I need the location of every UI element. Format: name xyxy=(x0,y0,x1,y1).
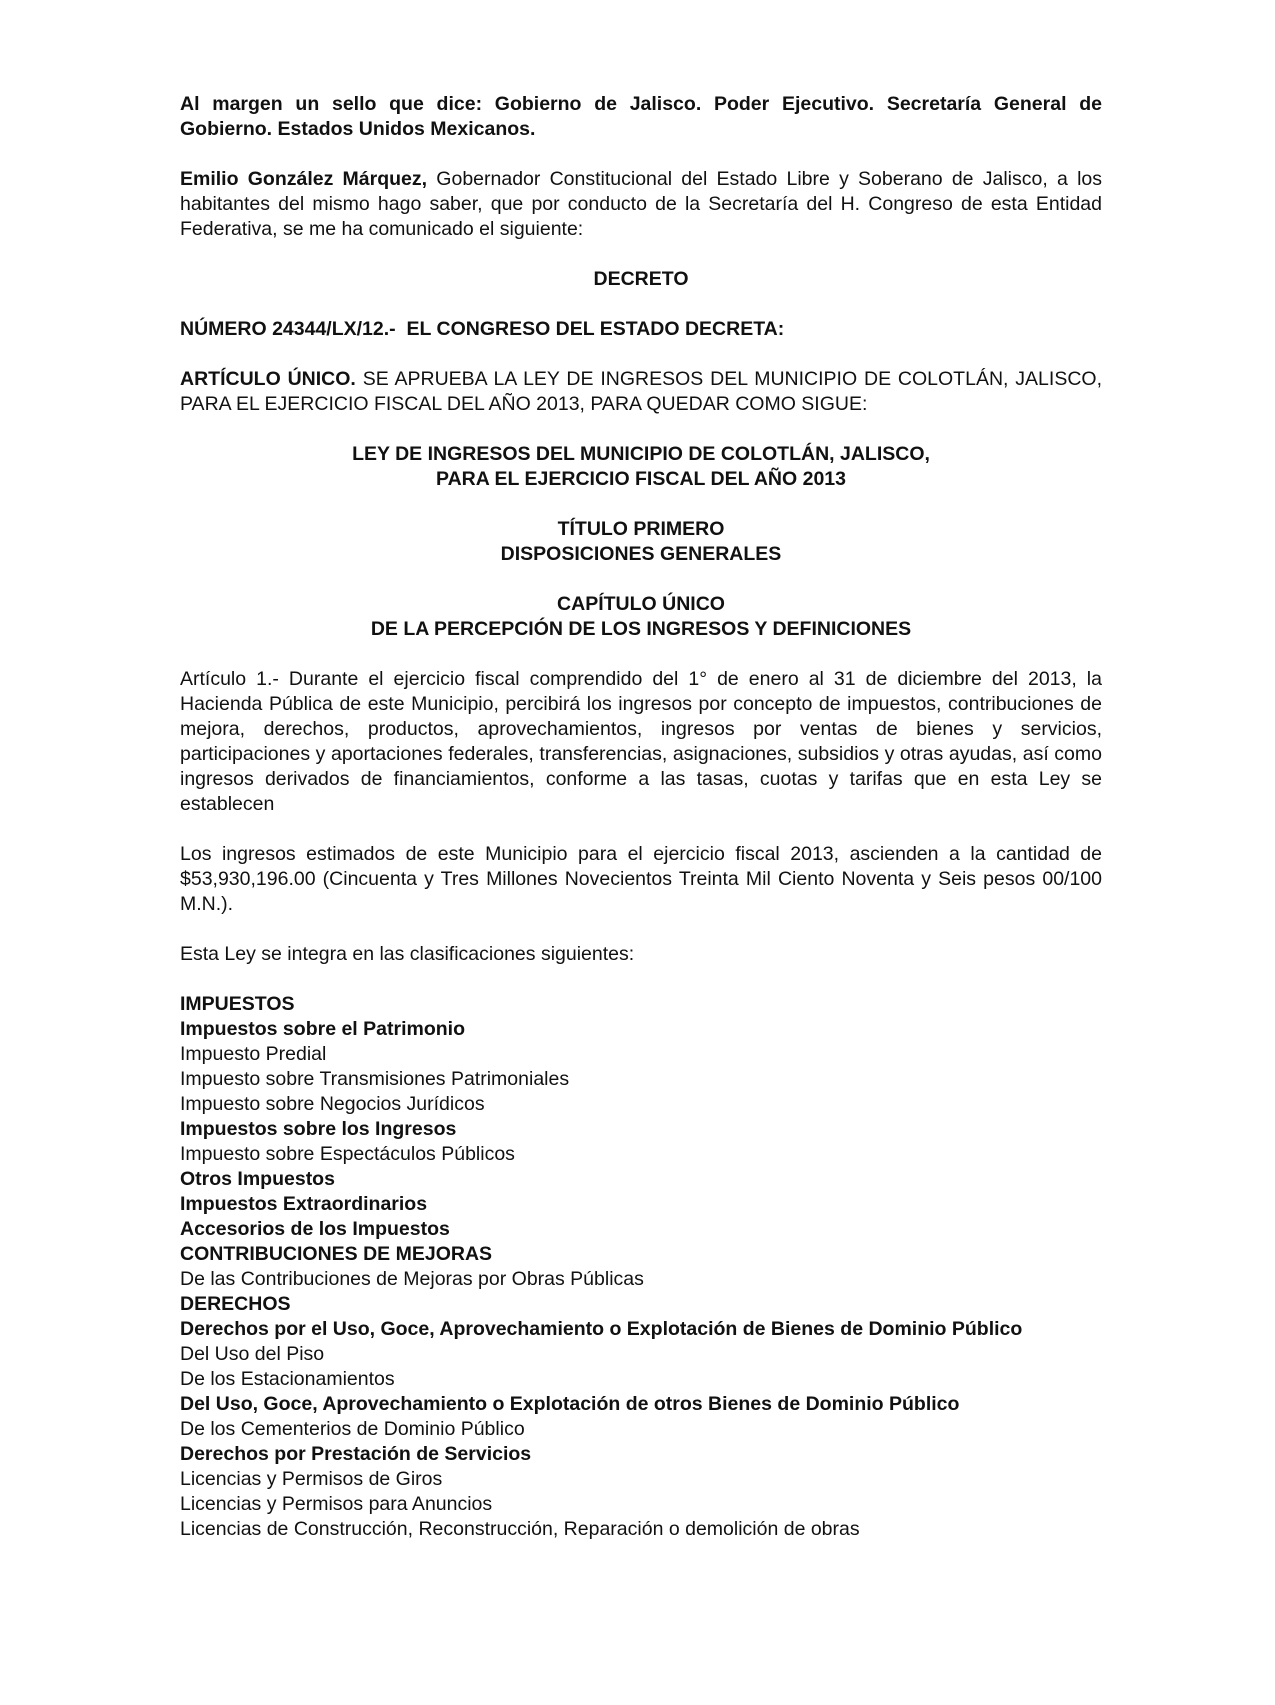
clasificacion-item: Impuestos Extraordinarios xyxy=(180,1193,428,1215)
titulo-line1: TÍTULO PRIMERO xyxy=(557,518,725,540)
clasificacion-item: De los Estacionamientos xyxy=(180,1368,395,1390)
decreto-number: NÚMERO 24344/LX/12.- EL CONGRESO DEL ESTADO DECRETA: xyxy=(180,318,785,340)
law-title-line1: LEY DE INGRESOS DEL MUNICIPIO DE COLOTLÁN, JALISCO, xyxy=(352,443,930,465)
clasificacion-item: Impuesto sobre Transmisiones Patrimoniales xyxy=(180,1068,570,1090)
clasificacion-item: CONTRIBUCIONES DE MEJORAS xyxy=(180,1243,493,1265)
clasificaciones-intro: Esta Ley se integra en las clasificaciones siguientes: xyxy=(180,943,635,965)
governor-name: Emilio González Márquez, xyxy=(180,168,428,190)
intro-paragraph xyxy=(180,167,1102,242)
law-title xyxy=(180,442,1102,492)
clasificacion-item: Impuestos sobre el Patrimonio xyxy=(180,1018,465,1040)
clasificacion-item: DERECHOS xyxy=(180,1293,291,1315)
decreto-title: DECRETO xyxy=(593,268,689,290)
clasificacion-item: IMPUESTOS xyxy=(180,993,295,1015)
intro-text: Gobernador Constitucional del Estado Libre y Soberano de Jalisco, a los habitantes del mismo hago saber, que por conducto de la Secretaría del H. Congreso de esta Entidad Federativa, se me ha comunicado el siguiente: xyxy=(180,168,1102,240)
margin-note: Al margen un sello que dice: Gobierno de Jalisco. Poder Ejecutivo. Secretaría General de Gobierno. Estados Unidos Mexicanos. xyxy=(180,93,1102,140)
titulo-line2: DISPOSICIONES GENERALES xyxy=(500,543,782,565)
capitulo-heading xyxy=(180,592,1102,642)
law-title-line2: PARA EL EJERCICIO FISCAL DEL AÑO 2013 xyxy=(436,468,846,490)
clasificaciones-list xyxy=(180,992,1102,1542)
articulo-1: Artículo 1.- Durante el ejercicio fiscal comprendido del 1° de enero al 31 de diciembre del 2013, la Hacienda Pública de este Municipio, percibirá los ingresos por concepto de impuestos, contribuciones de mejora, derechos, productos, aprovechamientos, ingresos por ventas de bienes y servicios, participaciones y aportaciones federales, transferencias, asignaciones, subsidios y otras ayudas, así como ingresos derivados de financiamientos, conforme a las tasas, cuotas y tarifas que en esta Ley se establecen xyxy=(180,668,1102,815)
clasificacion-item: Impuesto sobre Negocios Jurídicos xyxy=(180,1093,485,1115)
titulo-heading xyxy=(180,517,1102,567)
clasificacion-item: Licencias de Construcción, Reconstrucción, Reparación o demolición de obras xyxy=(180,1518,860,1540)
clasificacion-item: Accesorios de los Impuestos xyxy=(180,1218,450,1240)
clasificacion-item: Derechos por el Uso, Goce, Aprovechamiento o Explotación de Bienes de Dominio Público xyxy=(180,1318,1023,1340)
clasificacion-item: De las Contribuciones de Mejoras por Obras Públicas xyxy=(180,1268,644,1290)
clasificacion-item: Licencias y Permisos para Anuncios xyxy=(180,1493,493,1515)
clasificacion-item: Impuesto sobre Espectáculos Públicos xyxy=(180,1143,515,1165)
clasificacion-item: Otros Impuestos xyxy=(180,1168,335,1190)
capitulo-line2: DE LA PERCEPCIÓN DE LOS INGRESOS Y DEFINICIONES xyxy=(370,618,912,640)
clasificacion-item: Licencias y Permisos de Giros xyxy=(180,1468,443,1490)
clasificacion-item: Del Uso del Piso xyxy=(180,1343,325,1365)
articulo-unico-text: SE APRUEBA LA LEY DE INGRESOS DEL MUNICIPIO DE COLOTLÁN, JALISCO, PARA EL EJERCICIO FISCAL DEL AÑO 2013, PARA QUEDAR COMO SIGUE: xyxy=(180,368,1102,415)
clasificacion-item: Impuestos sobre los Ingresos xyxy=(180,1118,457,1140)
articulo-unico-label: ARTÍCULO ÚNICO. xyxy=(180,368,356,390)
clasificacion-item: Derechos por Prestación de Servicios xyxy=(180,1443,532,1465)
clasificacion-item: Del Uso, Goce, Aprovechamiento o Explotación de otros Bienes de Dominio Público xyxy=(180,1393,960,1415)
capitulo-line1: CAPÍTULO ÚNICO xyxy=(557,593,725,615)
document-page xyxy=(180,92,1102,1542)
articulo-unico xyxy=(180,367,1102,417)
clasificacion-item: De los Cementerios de Dominio Público xyxy=(180,1418,525,1440)
ingresos-estimados: Los ingresos estimados de este Municipio para el ejercicio fiscal 2013, ascienden a la cantidad de $53,930,196.00 (Cincuenta y Tres Millones Novecientos Treinta Mil Ciento Noventa y Seis pesos 00/100 M.N.). xyxy=(180,843,1102,915)
clasificacion-item: Impuesto Predial xyxy=(180,1043,327,1065)
